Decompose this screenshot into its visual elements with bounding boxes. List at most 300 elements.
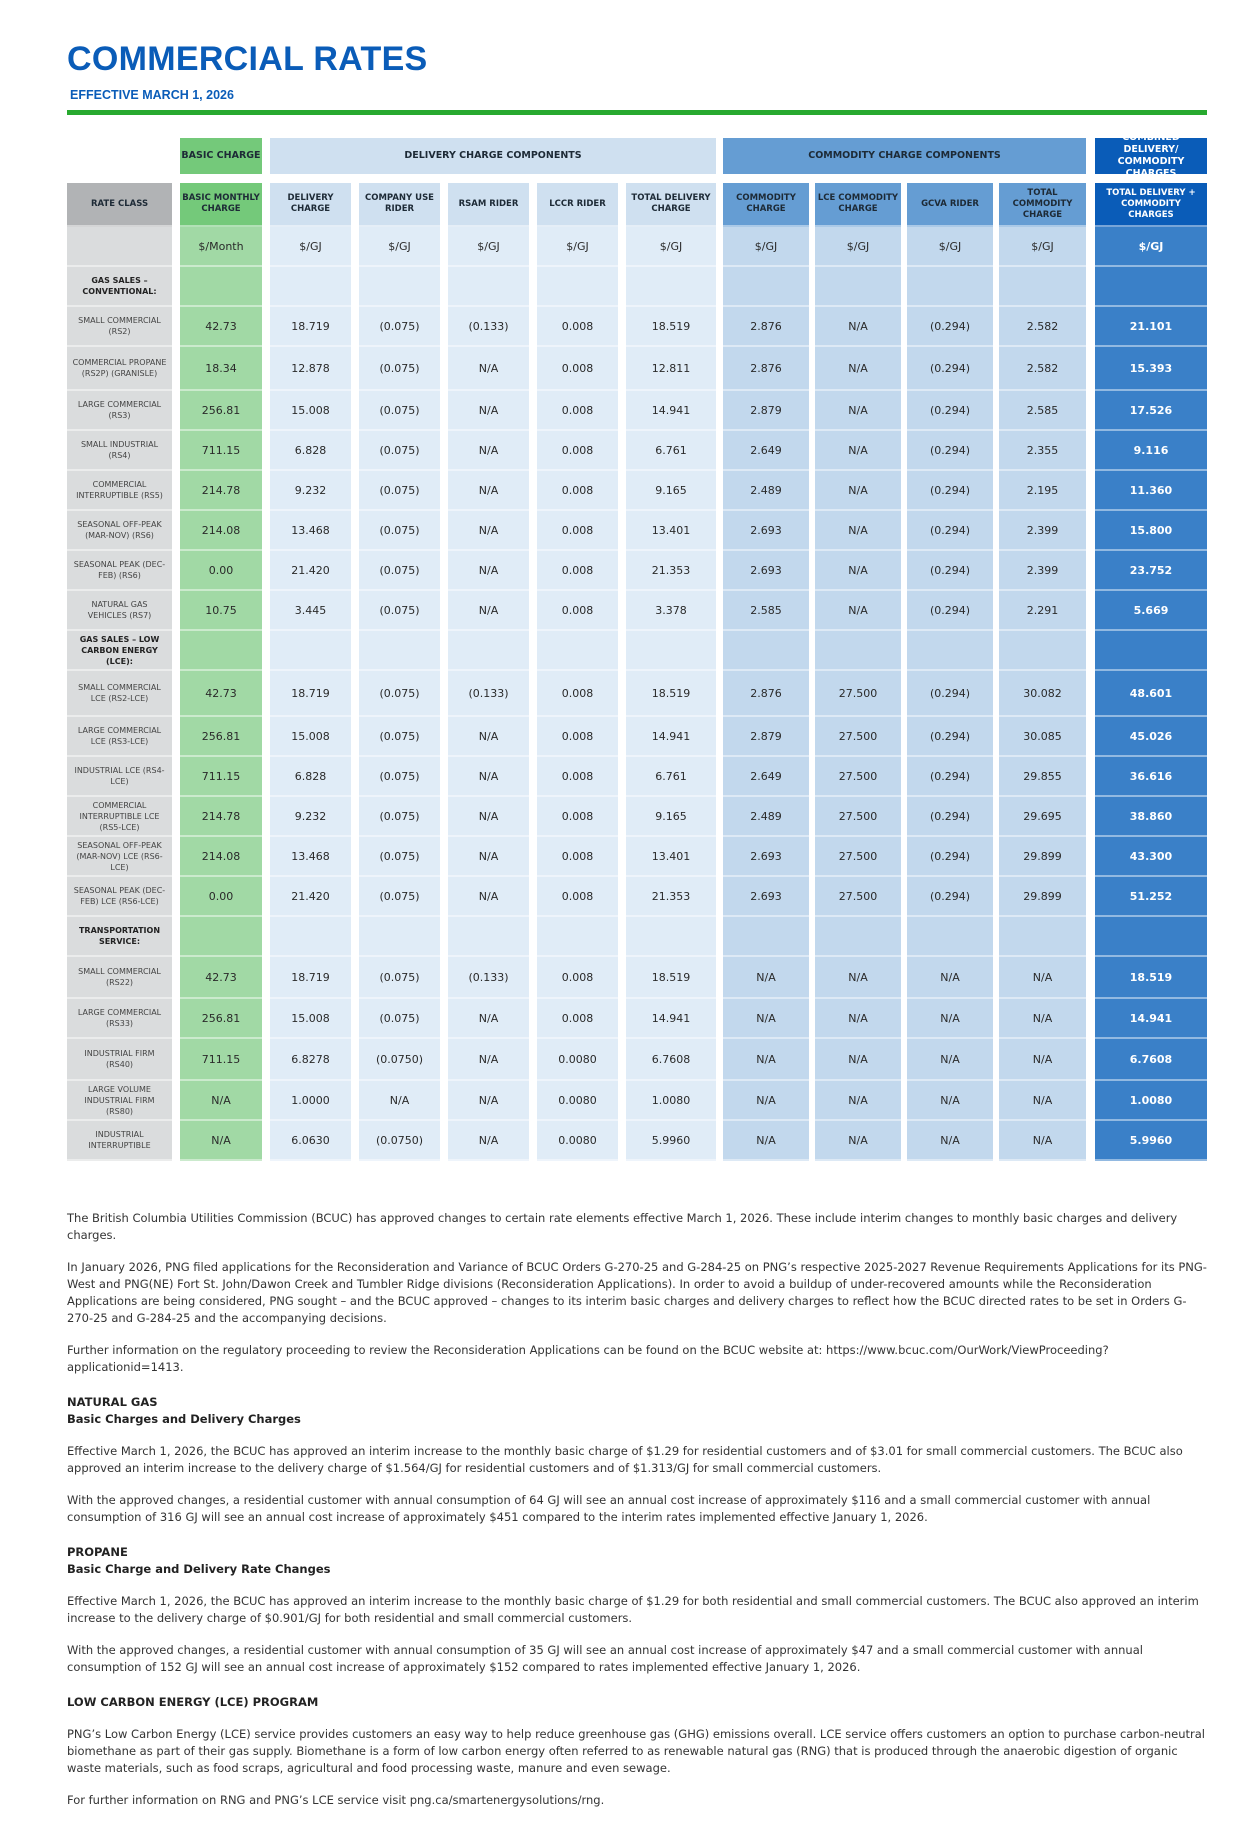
rate-value: 5.669 (1095, 591, 1207, 631)
unit-label: $/GJ (359, 227, 440, 267)
rate-value: N/A (907, 957, 993, 999)
rate-value: 0.008 (537, 431, 618, 471)
rate-value: (0.075) (359, 551, 440, 591)
body-text (67, 1210, 1207, 1824)
rate-value: 9.232 (270, 471, 351, 511)
rate-value: 27.500 (815, 717, 901, 757)
rate-value: 43.300 (1095, 837, 1207, 877)
rate-value: 15.008 (270, 391, 351, 431)
rate-class-label: SMALL COMMERCIAL (RS22) (67, 957, 172, 999)
title-rule (67, 110, 1207, 115)
section-spacer (626, 631, 716, 671)
section-spacer (907, 917, 993, 957)
rate-class-label: SMALL COMMERCIAL (RS2) (67, 307, 172, 347)
rate-value: 18.719 (270, 307, 351, 347)
rate-value: N/A (999, 999, 1086, 1039)
rate-value: 29.899 (999, 877, 1086, 917)
rate-value: 2.693 (723, 837, 809, 877)
rate-value: 2.693 (723, 551, 809, 591)
section-spacer (1095, 917, 1207, 957)
group-header-combined-charges: COMBINED DELIVERY/ COMMODITY CHARGES (1095, 138, 1207, 174)
rate-value: 30.085 (999, 717, 1086, 757)
group-header-delivery-components: DELIVERY CHARGE COMPONENTS (270, 138, 716, 174)
rate-value: (0.075) (359, 391, 440, 431)
unit-label: $/Month (180, 227, 262, 267)
rate-value: 13.401 (626, 837, 716, 877)
rate-value: 18.34 (180, 347, 262, 391)
rate-value: 1.0080 (626, 1081, 716, 1121)
rate-value: 0.008 (537, 347, 618, 391)
rate-value: 0.008 (537, 757, 618, 797)
section-spacer (1095, 631, 1207, 671)
rate-value: 18.719 (270, 671, 351, 717)
rate-value: 42.73 (180, 671, 262, 717)
rate-value: (0.294) (907, 671, 993, 717)
rate-value: 27.500 (815, 877, 901, 917)
rate-value: 2.355 (999, 431, 1086, 471)
rate-value: 711.15 (180, 757, 262, 797)
rate-value: N/A (448, 347, 529, 391)
group-header-commodity-components: COMMODITY CHARGE COMPONENTS (723, 138, 1086, 174)
rate-value: 214.08 (180, 511, 262, 551)
rate-value: (0.0750) (359, 1121, 440, 1161)
page-title: COMMERCIAL RATES (67, 40, 428, 78)
propane-paragraph-2: With the approved changes, a residential customer with annual consumption of 35 GJ will see an annual cost increase of approximately $47 and a small commercial customer with annual consumption of 152 GJ will see an annual cost increase of approximately $152 compared to rates implemented effective January 1, 2026. (67, 1643, 1143, 1674)
rate-value: 27.500 (815, 671, 901, 717)
rate-value: 21.420 (270, 877, 351, 917)
rate-value: N/A (723, 1039, 809, 1081)
propane-paragraph-1: Effective March 1, 2026, the BCUC has approved an interim increase to the monthly basic charge of $1.29 for both residential and small commercial customers. The BCUC also approved an interim increase to the delivery charge of $0.901/GJ for both residential and small commercial customers. (67, 1594, 1199, 1625)
rate-value: 14.941 (626, 717, 716, 757)
rate-value: (0.294) (907, 307, 993, 347)
rate-class-label: SMALL COMMERCIAL LCE (RS2-LCE) (67, 671, 172, 717)
rate-value: N/A (815, 1121, 901, 1161)
rate-value: 29.855 (999, 757, 1086, 797)
rate-value: (0.294) (907, 877, 993, 917)
rate-value: 2.693 (723, 877, 809, 917)
rate-value: 36.616 (1095, 757, 1207, 797)
rate-class-label: SEASONAL PEAK (DEC-FEB) (RS6) (67, 551, 172, 591)
rate-value: 711.15 (180, 431, 262, 471)
rate-value: 29.695 (999, 797, 1086, 837)
rate-value: 2.585 (723, 591, 809, 631)
propane-subheading: Basic Charge and Delivery Rate Changes (67, 1562, 331, 1576)
rate-value: 6.8278 (270, 1039, 351, 1081)
rate-value: 14.941 (626, 391, 716, 431)
rate-value: (0.075) (359, 671, 440, 717)
rate-value: N/A (815, 1081, 901, 1121)
rate-value: 0.008 (537, 877, 618, 917)
rate-value: 13.401 (626, 511, 716, 551)
rate-value: N/A (448, 391, 529, 431)
column-header: LCE COMMODITY CHARGE (815, 183, 901, 227)
rate-value: 3.378 (626, 591, 716, 631)
rate-value: 9.232 (270, 797, 351, 837)
rate-value: 2.489 (723, 471, 809, 511)
rate-value: (0.0750) (359, 1039, 440, 1081)
rate-value: (0.294) (907, 797, 993, 837)
rate-value: N/A (815, 391, 901, 431)
rate-value: N/A (815, 999, 901, 1039)
section-spacer (448, 267, 529, 307)
rate-value: 2.876 (723, 347, 809, 391)
rate-value: 711.15 (180, 1039, 262, 1081)
rate-value: (0.075) (359, 877, 440, 917)
rate-value: 51.252 (1095, 877, 1207, 917)
rate-value: 0.0080 (537, 1121, 618, 1161)
rate-value: (0.075) (359, 717, 440, 757)
rate-value: N/A (723, 1081, 809, 1121)
unit-label: $/GJ (537, 227, 618, 267)
rate-value: 27.500 (815, 757, 901, 797)
rate-value: 0.008 (537, 391, 618, 431)
section-spacer (907, 631, 993, 671)
rate-value: 15.800 (1095, 511, 1207, 551)
rate-value: (0.294) (907, 347, 993, 391)
rate-value: (0.133) (448, 671, 529, 717)
natural-gas-paragraph-2: With the approved changes, a residential customer with annual consumption of 64 GJ will see an annual cost increase of approximately $116 and a small commercial customer with annual consumption of 316 GJ will see an annual cost increase of approximately $451 compared to the interim rates implemented effective January 1, 2026. (67, 1493, 1151, 1524)
rate-value: (0.075) (359, 797, 440, 837)
rate-value: 18.719 (270, 957, 351, 999)
rate-value: 10.75 (180, 591, 262, 631)
rate-value: 2.399 (999, 551, 1086, 591)
section-spacer (626, 917, 716, 957)
rate-value: 23.752 (1095, 551, 1207, 591)
rate-value: 6.761 (626, 757, 716, 797)
section-spacer (723, 267, 809, 307)
rate-value: (0.294) (907, 431, 993, 471)
rate-value: 2.582 (999, 307, 1086, 347)
rate-value: N/A (815, 591, 901, 631)
section-label: GAS SALES – LOW CARBON ENERGY (LCE): (67, 631, 172, 671)
rate-value: 21.101 (1095, 307, 1207, 347)
rate-value: 0.008 (537, 999, 618, 1039)
rate-value: 15.393 (1095, 347, 1207, 391)
rate-value: N/A (815, 347, 901, 391)
rate-value: N/A (448, 757, 529, 797)
column-header: GCVA RIDER (907, 183, 993, 227)
rate-value: 2.582 (999, 347, 1086, 391)
rate-value: 18.519 (1095, 957, 1207, 999)
rate-value: N/A (907, 1121, 993, 1161)
rate-value: N/A (815, 307, 901, 347)
rate-value: 13.468 (270, 837, 351, 877)
section-spacer (999, 267, 1086, 307)
rate-value: 0.008 (537, 717, 618, 757)
rate-value: 5.9960 (1095, 1121, 1207, 1161)
rate-value: N/A (723, 957, 809, 999)
rate-value: 14.941 (1095, 999, 1207, 1039)
rate-value: 256.81 (180, 999, 262, 1039)
rate-value: 9.165 (626, 471, 716, 511)
rate-value: (0.075) (359, 471, 440, 511)
rate-value: 21.353 (626, 877, 716, 917)
rate-value: N/A (448, 1081, 529, 1121)
rate-class-label: LARGE VOLUME INDUSTRIAL FIRM (RS80) (67, 1081, 172, 1121)
rate-value: N/A (907, 1039, 993, 1081)
section-spacer (180, 631, 262, 671)
rate-value: N/A (815, 551, 901, 591)
natural-gas-paragraph-1: Effective March 1, 2026, the BCUC has approved an interim increase to the monthly basic charge of $1.29 for residential customers and of $3.01 for small commercial customers. The BCUC also approved an interim increase to the delivery charge of $1.564/GJ for residential customers and of $1.313/GJ for small commercial customers. (67, 1444, 1183, 1475)
section-spacer (999, 631, 1086, 671)
rate-value: 13.468 (270, 511, 351, 551)
intro-paragraph-2: In January 2026, PNG filed applications for the Reconsideration and Variance of BCUC Orders G-270-25 and G-284-25 on PNG’s respective 2025-2027 Revenue Requirements Applications for its PNG-West and PNG(NE) Fort St. John/Dawon Creek and Tumbler Ridge divisions (Reconsideration Applications). In order to avoid a buildup of under-recovered amounts while the Reconsideration Applications are being considered, PNG sought – and the BCUC approved – changes to its interim basic charges and delivery charges to reflect how the BCUC directed rates to be set in Orders G-270-25 and G-284-25 and the accompanying decisions. (67, 1260, 1207, 1325)
rate-value: 256.81 (180, 391, 262, 431)
rate-value: 0.0080 (537, 1039, 618, 1081)
rate-value: (0.075) (359, 757, 440, 797)
rate-value: (0.294) (907, 391, 993, 431)
rate-value: 3.445 (270, 591, 351, 631)
rate-value: (0.294) (907, 511, 993, 551)
rate-value: 214.08 (180, 837, 262, 877)
section-spacer (815, 917, 901, 957)
rate-value: 2.879 (723, 717, 809, 757)
rate-value: (0.294) (907, 837, 993, 877)
rate-value: 0.008 (537, 591, 618, 631)
rate-value: N/A (999, 1081, 1086, 1121)
rate-class-label: LARGE COMMERCIAL (RS3) (67, 391, 172, 431)
rate-value: N/A (448, 999, 529, 1039)
rate-value: N/A (180, 1121, 262, 1161)
rate-class-label: SEASONAL PEAK (DEC-FEB) LCE (RS6-LCE) (67, 877, 172, 917)
rate-value: 30.082 (999, 671, 1086, 717)
rate-value: 2.649 (723, 757, 809, 797)
section-spacer (537, 631, 618, 671)
rate-value: 18.519 (626, 957, 716, 999)
rate-class-label: INDUSTRIAL LCE (RS4-LCE) (67, 757, 172, 797)
rate-value: 9.116 (1095, 431, 1207, 471)
section-label: GAS SALES – CONVENTIONAL: (67, 267, 172, 307)
rate-value: 0.008 (537, 957, 618, 999)
rate-value: 14.941 (626, 999, 716, 1039)
rate-value: 0.008 (537, 511, 618, 551)
rate-value: 0.00 (180, 877, 262, 917)
column-header: TOTAL DELIVERY CHARGE (626, 183, 716, 227)
rate-class-label: COMMERCIAL INTERRUPTIBLE LCE (RS5-LCE) (67, 797, 172, 837)
unit-label: $/GJ (723, 227, 809, 267)
column-header: BASIC MONTHLY CHARGE (180, 183, 262, 227)
section-spacer (815, 267, 901, 307)
section-spacer (359, 917, 440, 957)
unit-label (67, 227, 172, 267)
rate-value: 5.9960 (626, 1121, 716, 1161)
section-spacer (1095, 267, 1207, 307)
rate-value: 0.008 (537, 471, 618, 511)
rate-class-label: COMMERCIAL PROPANE (RS2P) (GRANISLE) (67, 347, 172, 391)
column-header: DELIVERY CHARGE (270, 183, 351, 227)
rate-class-label: INDUSTRIAL INTERRUPTIBLE (67, 1121, 172, 1161)
rate-value: N/A (448, 797, 529, 837)
group-header-basic-charge: BASIC CHARGE (180, 138, 262, 174)
section-spacer (448, 917, 529, 957)
rate-value: 12.878 (270, 347, 351, 391)
rate-value: 6.761 (626, 431, 716, 471)
rate-value: 2.876 (723, 307, 809, 347)
section-spacer (537, 267, 618, 307)
unit-label: $/GJ (907, 227, 993, 267)
rate-value: N/A (359, 1081, 440, 1121)
rate-value: N/A (448, 471, 529, 511)
rate-value: 45.026 (1095, 717, 1207, 757)
section-spacer (626, 267, 716, 307)
rate-value: N/A (448, 1121, 529, 1161)
rate-value: 0.008 (537, 551, 618, 591)
rate-value: 27.500 (815, 797, 901, 837)
rate-value: 42.73 (180, 957, 262, 999)
rate-value: (0.294) (907, 551, 993, 591)
rate-value: 6.828 (270, 757, 351, 797)
section-spacer (999, 917, 1086, 957)
rate-value: 38.860 (1095, 797, 1207, 837)
rate-value: N/A (999, 957, 1086, 999)
rate-value: 2.489 (723, 797, 809, 837)
section-spacer (448, 631, 529, 671)
rate-value: (0.075) (359, 307, 440, 347)
column-header: TOTAL COMMODITY CHARGE (999, 183, 1086, 227)
rate-value: N/A (815, 1039, 901, 1081)
rate-value: 18.519 (626, 671, 716, 717)
section-spacer (723, 917, 809, 957)
rate-value: 42.73 (180, 307, 262, 347)
rate-value: N/A (448, 717, 529, 757)
unit-label: $/GJ (270, 227, 351, 267)
rate-value: (0.075) (359, 591, 440, 631)
rate-value: 0.008 (537, 307, 618, 347)
rate-value: (0.294) (907, 591, 993, 631)
section-spacer (180, 917, 262, 957)
rate-value: N/A (907, 1081, 993, 1121)
column-header: COMMODITY CHARGE (723, 183, 809, 227)
section-spacer (907, 267, 993, 307)
rate-value: 21.420 (270, 551, 351, 591)
rate-value: 2.876 (723, 671, 809, 717)
rate-value: 0.00 (180, 551, 262, 591)
rate-value: N/A (448, 511, 529, 551)
rate-value: N/A (448, 1039, 529, 1081)
rate-class-label: NATURAL GAS VEHICLES (RS7) (67, 591, 172, 631)
column-header: COMPANY USE RIDER (359, 183, 440, 227)
rate-value: N/A (723, 1121, 809, 1161)
rate-value: N/A (815, 511, 901, 551)
rate-value: (0.075) (359, 957, 440, 999)
rate-value: 2.291 (999, 591, 1086, 631)
rate-class-label: LARGE COMMERCIAL (RS33) (67, 999, 172, 1039)
rate-value: (0.294) (907, 717, 993, 757)
rate-value: 12.811 (626, 347, 716, 391)
rate-value: (0.075) (359, 347, 440, 391)
rate-value: (0.075) (359, 511, 440, 551)
rate-value: (0.075) (359, 999, 440, 1039)
rate-value: 9.165 (626, 797, 716, 837)
rate-value: 11.360 (1095, 471, 1207, 511)
rate-value: (0.133) (448, 307, 529, 347)
propane-heading: PROPANE (67, 1545, 128, 1559)
section-spacer (359, 631, 440, 671)
rate-value: (0.075) (359, 431, 440, 471)
rate-value: N/A (448, 551, 529, 591)
rate-value: 2.195 (999, 471, 1086, 511)
rate-value: 15.008 (270, 999, 351, 1039)
rate-value: N/A (907, 999, 993, 1039)
rate-value: N/A (448, 431, 529, 471)
rate-class-label: SEASONAL OFF-PEAK (MAR-NOV) LCE (RS6-LCE) (67, 837, 172, 877)
lce-paragraph-1: PNG’s Low Carbon Energy (LCE) service provides customers an easy way to help reduce greenhouse gas (GHG) emissions overall. LCE service offers customers an option to purchase carbon-neutral biomethane as part of their gas supply. Biomethane is a form of low carbon energy often referred to as renewable natural gas (RNG) that is produced through the anaerobic digestion of organic waste materials, such as food scraps, agricultural and food processing waste, manure and even sewage. (67, 1727, 1205, 1775)
unit-label: $/GJ (815, 227, 901, 267)
rate-value: 0.008 (537, 671, 618, 717)
rate-value: 214.78 (180, 471, 262, 511)
section-spacer (359, 267, 440, 307)
rate-value: 214.78 (180, 797, 262, 837)
rate-value: 15.008 (270, 717, 351, 757)
rate-value: 0.0080 (537, 1081, 618, 1121)
intro-paragraph-1: The British Columbia Utilities Commission (BCUC) has approved changes to certain rate elements effective March 1, 2026. These include interim changes to monthly basic charges and delivery charges. (67, 1211, 1178, 1242)
rate-value: 256.81 (180, 717, 262, 757)
rate-value: 2.693 (723, 511, 809, 551)
rate-value: 18.519 (626, 307, 716, 347)
rate-value: 6.0630 (270, 1121, 351, 1161)
unit-label: $/GJ (626, 227, 716, 267)
intro-paragraph-3: Further information on the regulatory proceeding to review the Reconsideration Applications can be found on the BCUC website at: https://www.bcuc.com/OurWork/ViewProceeding?applicationid=1413. (67, 1343, 1109, 1374)
section-spacer (180, 267, 262, 307)
rate-value: 48.601 (1095, 671, 1207, 717)
rate-class-label: SEASONAL OFF-PEAK (MAR-NOV) (RS6) (67, 511, 172, 551)
rate-value: 6.7608 (1095, 1039, 1207, 1081)
section-spacer (270, 631, 351, 671)
rate-class-label: LARGE COMMERCIAL LCE (RS3-LCE) (67, 717, 172, 757)
rate-value: 29.899 (999, 837, 1086, 877)
rate-value: 27.500 (815, 837, 901, 877)
column-header: TOTAL DELIVERY + COMMODITY CHARGES (1095, 183, 1207, 227)
column-header: RATE CLASS (67, 183, 172, 227)
rate-value: N/A (448, 837, 529, 877)
section-spacer (723, 631, 809, 671)
rate-value: N/A (815, 471, 901, 511)
section-spacer (270, 267, 351, 307)
rate-value: (0.075) (359, 837, 440, 877)
rate-value: N/A (815, 957, 901, 999)
rate-value: 17.526 (1095, 391, 1207, 431)
rate-value: N/A (999, 1121, 1086, 1161)
rate-value: N/A (448, 591, 529, 631)
rate-value: 2.879 (723, 391, 809, 431)
rate-value: 2.649 (723, 431, 809, 471)
rate-value: N/A (815, 431, 901, 471)
rate-value: (0.294) (907, 471, 993, 511)
unit-label: $/GJ (1095, 227, 1207, 267)
rate-value: N/A (180, 1081, 262, 1121)
lce-paragraph-2: For further information on RNG and PNG’s LCE service visit png.ca/smartenergysolutions/rng. (67, 1793, 605, 1807)
section-label: TRANSPORTATION SERVICE: (67, 917, 172, 957)
rate-value: 2.585 (999, 391, 1086, 431)
rate-value: 2.399 (999, 511, 1086, 551)
effective-date: EFFECTIVE MARCH 1, 2026 (70, 88, 234, 102)
rate-class-label: COMMERCIAL INTERRUPTIBLE (RS5) (67, 471, 172, 511)
section-spacer (815, 631, 901, 671)
rate-value: N/A (999, 1039, 1086, 1081)
rate-class-label: SMALL INDUSTRIAL (RS4) (67, 431, 172, 471)
rate-value: 6.7608 (626, 1039, 716, 1081)
unit-label: $/GJ (448, 227, 529, 267)
rate-value: (0.294) (907, 757, 993, 797)
rate-value: 21.353 (626, 551, 716, 591)
natural-gas-subheading: Basic Charges and Delivery Charges (67, 1412, 301, 1426)
column-header: LCCR RIDER (537, 183, 618, 227)
rate-value: 6.828 (270, 431, 351, 471)
rate-value: 1.0080 (1095, 1081, 1207, 1121)
column-header: RSAM RIDER (448, 183, 529, 227)
rate-class-label: INDUSTRIAL FIRM (RS40) (67, 1039, 172, 1081)
rate-value: 1.0000 (270, 1081, 351, 1121)
